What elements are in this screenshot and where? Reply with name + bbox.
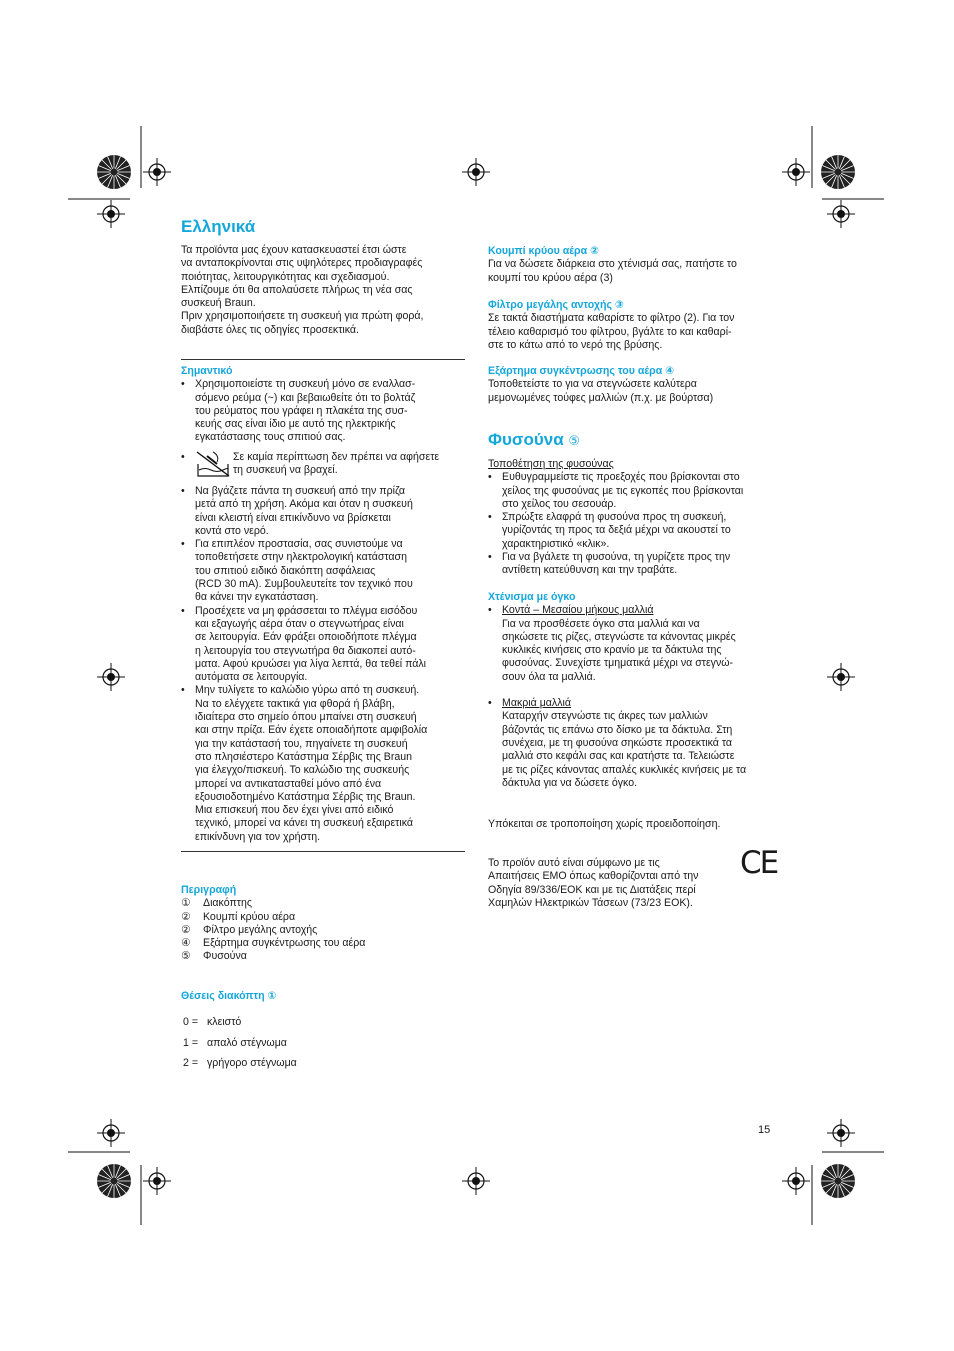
- list-item: • Να βγάζετε πάντα τη συσκευή από την πρίζα μετά από τη χρήση. Ακόμα και όταν η συσκευή είναι κλειστή είναι επικίνδυνο να βρίσκεται κοντά στο νερό.: [181, 485, 471, 538]
- divider-top: [181, 359, 465, 360]
- diffuser-title: Φυσούνα ⑤: [488, 430, 581, 449]
- description-item: ② Φίλτρο μεγάλης αντοχής: [181, 923, 318, 936]
- cool-air-heading: Κουμπί κρύου αέρα ②: [488, 245, 600, 257]
- description-item: ② Κουμπί κρύου αέρα: [181, 910, 296, 923]
- description-item: ④ Εξάρτημα συγκέντρωσης του αέρα: [181, 937, 366, 950]
- important-section-2: [181, 485, 471, 844]
- list-item: [488, 604, 778, 617]
- page-number: 15: [758, 1124, 771, 1136]
- switch-item: 0 = κλειστό: [183, 1016, 242, 1029]
- list-item: • Σπρώξτε ελαφρά τη φυσούνα προς τη συσκευή, γυρίζοντάς τη προς τα δεξιά μέχρι να ακουστεί το χαρακτηριστικό «κλικ».: [488, 511, 778, 551]
- concentrator-heading: Εξάρτημα συγκέντρωσης του αέρα ④: [488, 365, 675, 377]
- compliance-text: Το προϊόν αυτό είναι σύμφωνο με τις Απαιτήσεις ΕΜΟ όπως καθορίζονται από την Οδηγία 89/336/ΕΟΚ και με τις Διατάξεις περί Χαμηλών Ηλεκτρικών Τάσεων (73/23 ΕΟΚ).: [488, 857, 699, 909]
- short-hair-label: Κοντά – Μεσαίου μήκους μαλλιά: [502, 604, 654, 617]
- fitting-label: Τοποθέτηση της φυσούνας: [488, 458, 614, 470]
- left-column: [181, 244, 471, 337]
- concentrator-section: [488, 365, 778, 405]
- switch-item: 1 = απαλό στέγνωμα: [183, 1036, 287, 1049]
- diffuser-fitting-section: [488, 458, 778, 578]
- list-item: • Μην τυλίγετε το καλώδιο γύρω από τη συσκευή. Να το ελέγχετε τακτικά για φθορά ή βλάβη, ιδιαίτερα στο σημείο όπου μπαίνει στη συσκευή και στην πρίζα. Εάν έχετε οποιαδήποτε αμφιβολία για την κατάστασή του, πηγαίνετε τη συσκευή στο πλησιέστερο Κατάστημα Σέρβις της Braun για έλεγχο/πισκευή. Το καλώδιο της συσκευής μπορεί να αντικατασταθεί μόνο από ένα εξουσιοδοτημένο Κατάστημα Σέρβις της Braun. Μια επισκευή που δεν έχει γίνει από ειδικό τεχνικό, μπορεί να κάνει τη συσκευή εξαιρετικά επικίνδυνη για τον χρήστη.: [181, 684, 471, 844]
- important-list: [181, 378, 471, 444]
- switch-heading: Θέσεις διακόπτη ①: [181, 990, 277, 1002]
- list-item: • Για να βγάλετε τη φυσούνα, τη γυρίζετε προς την αντίθετη κατεύθυνση και την τραβάτε.: [488, 551, 778, 578]
- volume-section: [488, 591, 778, 790]
- page-title: Ελληνικά: [181, 217, 256, 236]
- bullet-symbol: •: [181, 451, 185, 463]
- filter-heading: Φίλτρο μεγάλης αντοχής ③: [488, 299, 624, 311]
- description-item: ① Διακόπτης: [181, 897, 252, 910]
- compliance-section: [488, 857, 738, 910]
- list-item: • Για επιπλέον προστασία, σας συνιστούμε να τοποθετήσετε στην ηλεκτρολογική κατάσταση του σπιτιού ειδικό διακόπτη ασφάλειας (RCD 30 mA). Συμβουλευτείτε τον τεχνικό που θα κάνει την εγκατάσταση.: [181, 538, 471, 604]
- list-item: • Ευθυγραμμείστε τις προεξοχές που βρίσκονται στο χείλος της φυσούνας με τις εγκοπές που βρίσκονται στο χείλος του σεσουάρ.: [488, 471, 778, 511]
- filter-text: Σε τακτά διαστήματα καθαρίστε το φίλτρο (2). Για τον τέλειο καθαρισμό του φίλτρου, βγάλτε το και καθαρί- στε το κάτω από το νερό της βρύσης.: [488, 312, 735, 351]
- notice: Υπόκειται σε τροποποίηση χωρίς προειδοποίηση.: [488, 818, 721, 830]
- description-item: ⑤ Φυσούνα: [181, 950, 247, 963]
- volume-list: [488, 604, 778, 617]
- no-water-icon: [195, 450, 231, 478]
- volume-heading: Χτένισμα με όγκο: [488, 591, 576, 603]
- important-heading: Σημαντικό: [181, 365, 233, 377]
- volume-list-2: [488, 697, 778, 710]
- cool-air-section: [488, 245, 778, 285]
- water-warning-text: Σε καμία περίπτωση δεν πρέπει να αφήσετε τη συσκευή να βραχεί.: [233, 451, 440, 477]
- intro-paragraph: Τα προϊόντα μας έχουν κατασκευαστεί έτσι ώστε να ανταποκρίνονται στις υψηλότερες προδιαγραφές ποιότητας, λειτουργικότητας και σχεδιασμού. Ελπίζουμε ότι θα απολαύσετε πλήρως τη νέα σας συσκευή Braun. Πριν χρησιμοποιήσετε τη συσκευή για πρώτη φορά, διαβάστε όλες τις οδηγίες προσεκτικά.: [181, 244, 424, 336]
- filter-section: [488, 299, 778, 352]
- important-section: [181, 365, 471, 445]
- important-list-2: [181, 485, 471, 844]
- cool-air-text: Για να δώσετε διάρκεια στο χτένισμά σας, πατήστε το κουμπί του κρύου αέρα (3): [488, 258, 737, 284]
- list-item: [488, 697, 778, 710]
- long-hair-text: Καταρχήν στεγνώστε τις άκρες των μαλλιών βάζοντάς τις επάνω στο δίσκο με τα δάκτυλα. Στη συνέχεια, με τη φυσούνα σηκώστε προσεκτικά τα μαλλιά στο κεφάλι σας και κρατήστε τα. Τελειώστε με τις ρίζες κάνοντας απαλές κυκλικές κινήσεις με τα δάκτυλα για να δώσετε όγκο.: [502, 710, 747, 789]
- list-item: • Χρησιμοποιείστε τη συσκευή μόνο σε εναλλασ- σόμενο ρεύμα (~) και βεβαιωθείτε ότι το βολτάζ του ρεύματος που γράφει η πλακέτα της συσ- κευής σας είναι ίδιο με αυτό της ηλεκτρικής εγκατάστασης τους σπιτιού σας.: [181, 378, 471, 444]
- short-hair-text: Για να προσθέσετε όγκο στα μαλλιά και να σηκώσετε τις ρίζες, στεγνώστε τα κάνοντας μικρές κυκλικές κινήσεις στο κρανίο με τα δάκτυλα της φυσούνας. Συνεχίστε τμηματικά μέχρι να στεγνώ- σουν όλα τα μαλλιά.: [502, 617, 736, 683]
- switch-section: [181, 990, 471, 1070]
- list-item: • Προσέχετε να μη φράσσεται το πλέγμα εισόδου και εξαγωγής αέρα όταν ο στεγνωτήρας είναι σε λειτουργία. Εάν φράξει οποιοδήποτε πλέγμα η λειτουργία του στεγνωτήρα θα διακοπεί αυτό- ματα. Αφού κρυώσει για λίγα λεπτά, θα τεθεί πάλι αυτόματα σε λειτουργία.: [181, 605, 471, 685]
- long-hair-label: Μακριά μαλλιά: [502, 697, 571, 710]
- concentrator-text: Τοποθετείστε το για να στεγνώσετε καλύτερα μεμονωμένες τούφες μαλλιών (π.χ. με βούρτσα): [488, 378, 714, 404]
- description-section: [181, 884, 471, 964]
- switch-item: 2 = γρήγορο στέγνωμα: [183, 1056, 297, 1069]
- divider-bottom: [181, 851, 465, 852]
- description-heading: Περιγραφή: [181, 884, 237, 896]
- fitting-list: [488, 471, 778, 577]
- ce-mark-logo: CE: [740, 845, 778, 881]
